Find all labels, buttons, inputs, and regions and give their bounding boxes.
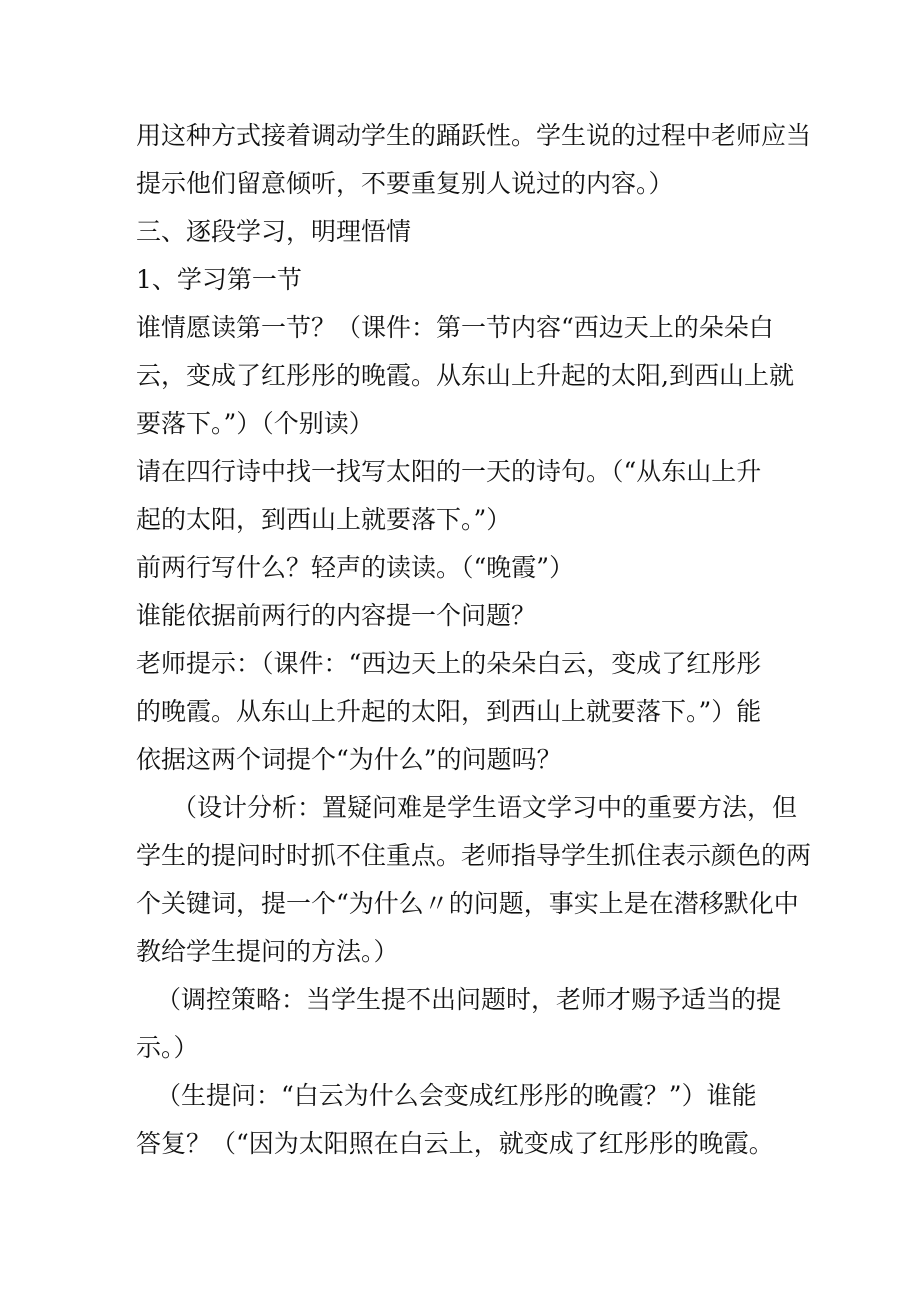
document-body	[136, 112, 812, 1168]
text-line: 前两行写什么？轻声的读读。（“晚霞”）	[136, 553, 575, 582]
text-line: 谁能依据前两行的内容提一个问题？	[136, 601, 537, 630]
text-line: 学生的提问时时抓不住重点。老师指导学生抓住表示颜色的两	[136, 841, 812, 870]
student-question-line: （生提问：“白云为什么会变成红彤彤的晚霞？”）谁能	[156, 1081, 757, 1110]
text-line: 谁情愿读第一节？（课件：第一节内容“西边天上的朵朵白	[136, 313, 774, 342]
text-line: 提示他们留意倾听，不要重复别人说过的内容。）	[136, 169, 674, 198]
text-line: 示。）	[136, 1033, 199, 1062]
section-heading: 三、逐段学习，明理悟情	[136, 217, 412, 246]
design-analysis-line: （设计分析：置疑问难是学生语文学习中的重要方法，但	[172, 793, 798, 822]
text-line: 云，变成了红彤彤的晚霞。从东山上升起的太阳,到西山上就	[136, 361, 794, 390]
text-line: 个关键词，提一个“为什么〃的问题，事实上是在潜移默化中	[136, 889, 799, 918]
subsection-heading: 1、学习第一节	[136, 265, 302, 294]
text-line: 要落下。”）（个别读）	[136, 409, 374, 438]
text-line: 请在四行诗中找一找写太阳的一天的诗句。（“从东山上升	[136, 457, 762, 486]
text-line: 答复？（“因为太阳照在白云上，就变成了红彤彤的晚霞。	[136, 1129, 774, 1158]
text-line: 的晚霞。从东山上升起的太阳，到西山上就要落下。”）能	[136, 697, 762, 726]
text-line: 老师提示：（课件：“西边天上的朵朵白云，变成了红彤彤	[136, 649, 762, 678]
text-line: 用这种方式接着调动学生的踊跃性。学生说的过程中老师应当	[136, 121, 812, 150]
control-strategy-line: （调控策略：当学生提不出问题时，老师才赐予适当的提	[156, 985, 782, 1014]
text-line: 依据这两个词提个“为什么”的问题吗？	[136, 745, 562, 774]
text-line: 起的太阳，到西山上就要落下。”）	[136, 505, 512, 534]
text-line: 教给学生提问的方法。）	[136, 937, 399, 966]
